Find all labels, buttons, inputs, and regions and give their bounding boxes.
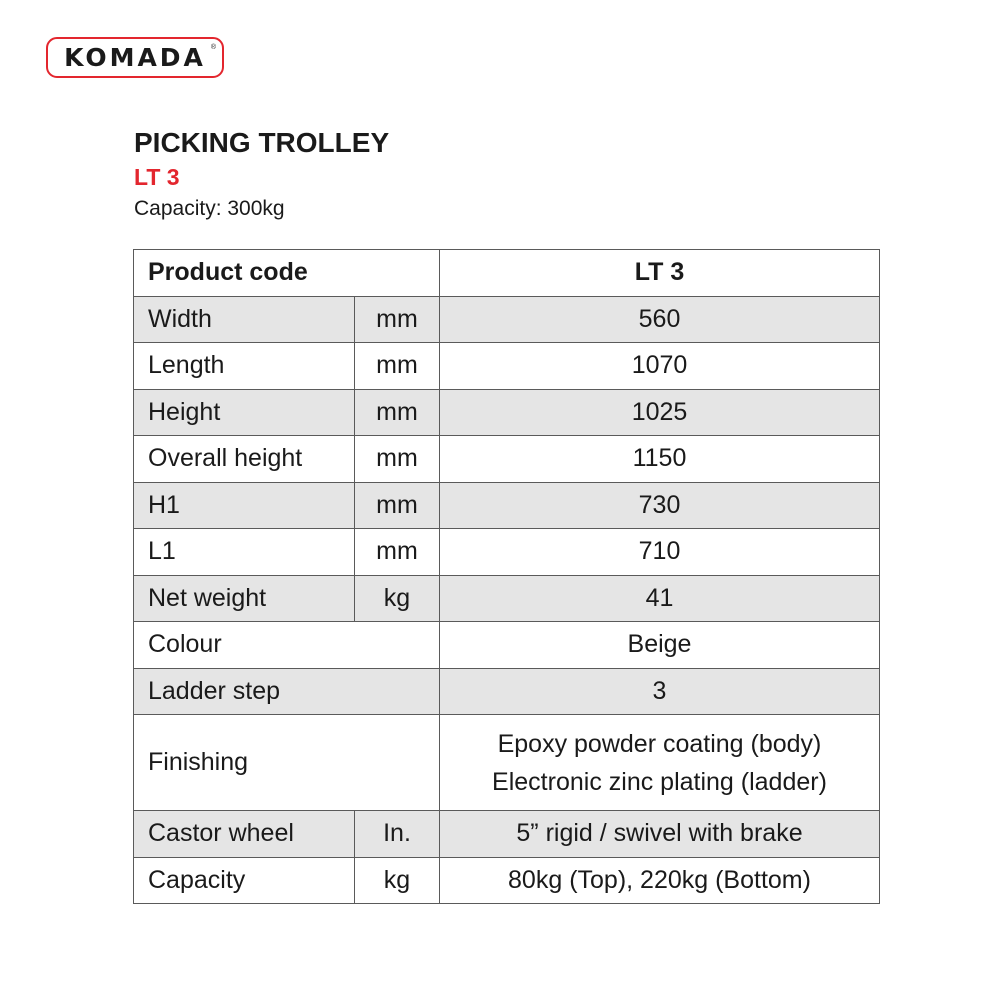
row-label: Finishing [134, 715, 440, 811]
row-value: 80kg (Top), 220kg (Bottom) [440, 857, 880, 904]
komada-logo [46, 37, 224, 78]
row-value: 1150 [440, 436, 880, 483]
table-row [134, 482, 880, 529]
row-value: Beige [440, 622, 880, 669]
row-label: Castor wheel [134, 811, 355, 858]
row-value: 3 [440, 668, 880, 715]
row-value: 730 [440, 482, 880, 529]
registered-mark: ® [210, 44, 216, 51]
row-unit: mm [355, 389, 440, 436]
product-capacity: Capacity: 300kg [134, 197, 285, 220]
row-label: Colour [134, 622, 440, 669]
table-row [134, 811, 880, 858]
row-unit: mm [355, 296, 440, 343]
spec-table [133, 249, 880, 904]
table-row [134, 668, 880, 715]
table-row [134, 436, 880, 483]
finishing-line-body: Epoxy powder coating (body) [497, 729, 822, 758]
row-label: Width [134, 296, 355, 343]
table-row [134, 389, 880, 436]
row-value: 5” rigid / swivel with brake [440, 811, 880, 858]
header-label: Product code [134, 250, 440, 297]
row-unit: kg [355, 857, 440, 904]
table-row [134, 343, 880, 390]
table-row [134, 857, 880, 904]
table-row [134, 296, 880, 343]
finishing-line-ladder: Electronic zinc plating (ladder) [492, 767, 827, 796]
row-value: 41 [440, 575, 880, 622]
row-value: 710 [440, 529, 880, 576]
row-unit: kg [355, 575, 440, 622]
header-value: LT 3 [440, 250, 880, 297]
row-unit: mm [355, 343, 440, 390]
row-unit: mm [355, 529, 440, 576]
row-value: 1025 [440, 389, 880, 436]
row-label: L1 [134, 529, 355, 576]
table-row [134, 715, 880, 811]
row-unit: mm [355, 436, 440, 483]
logo-text: KOMADA [64, 43, 206, 72]
product-title: PICKING TROLLEY [134, 127, 390, 158]
row-label: Net weight [134, 575, 355, 622]
product-model: LT 3 [134, 164, 180, 190]
row-label: Overall height [134, 436, 355, 483]
row-label: Length [134, 343, 355, 390]
table-row [134, 622, 880, 669]
row-value: 560 [440, 296, 880, 343]
table-row [134, 529, 880, 576]
row-value: 1070 [440, 343, 880, 390]
row-label: Ladder step [134, 668, 440, 715]
row-unit: In. [355, 811, 440, 858]
row-label: H1 [134, 482, 355, 529]
row-label: Height [134, 389, 355, 436]
row-label: Capacity [134, 857, 355, 904]
table-row [134, 575, 880, 622]
row-unit: mm [355, 482, 440, 529]
table-header-row [134, 250, 880, 297]
row-value-multiline [440, 715, 880, 811]
